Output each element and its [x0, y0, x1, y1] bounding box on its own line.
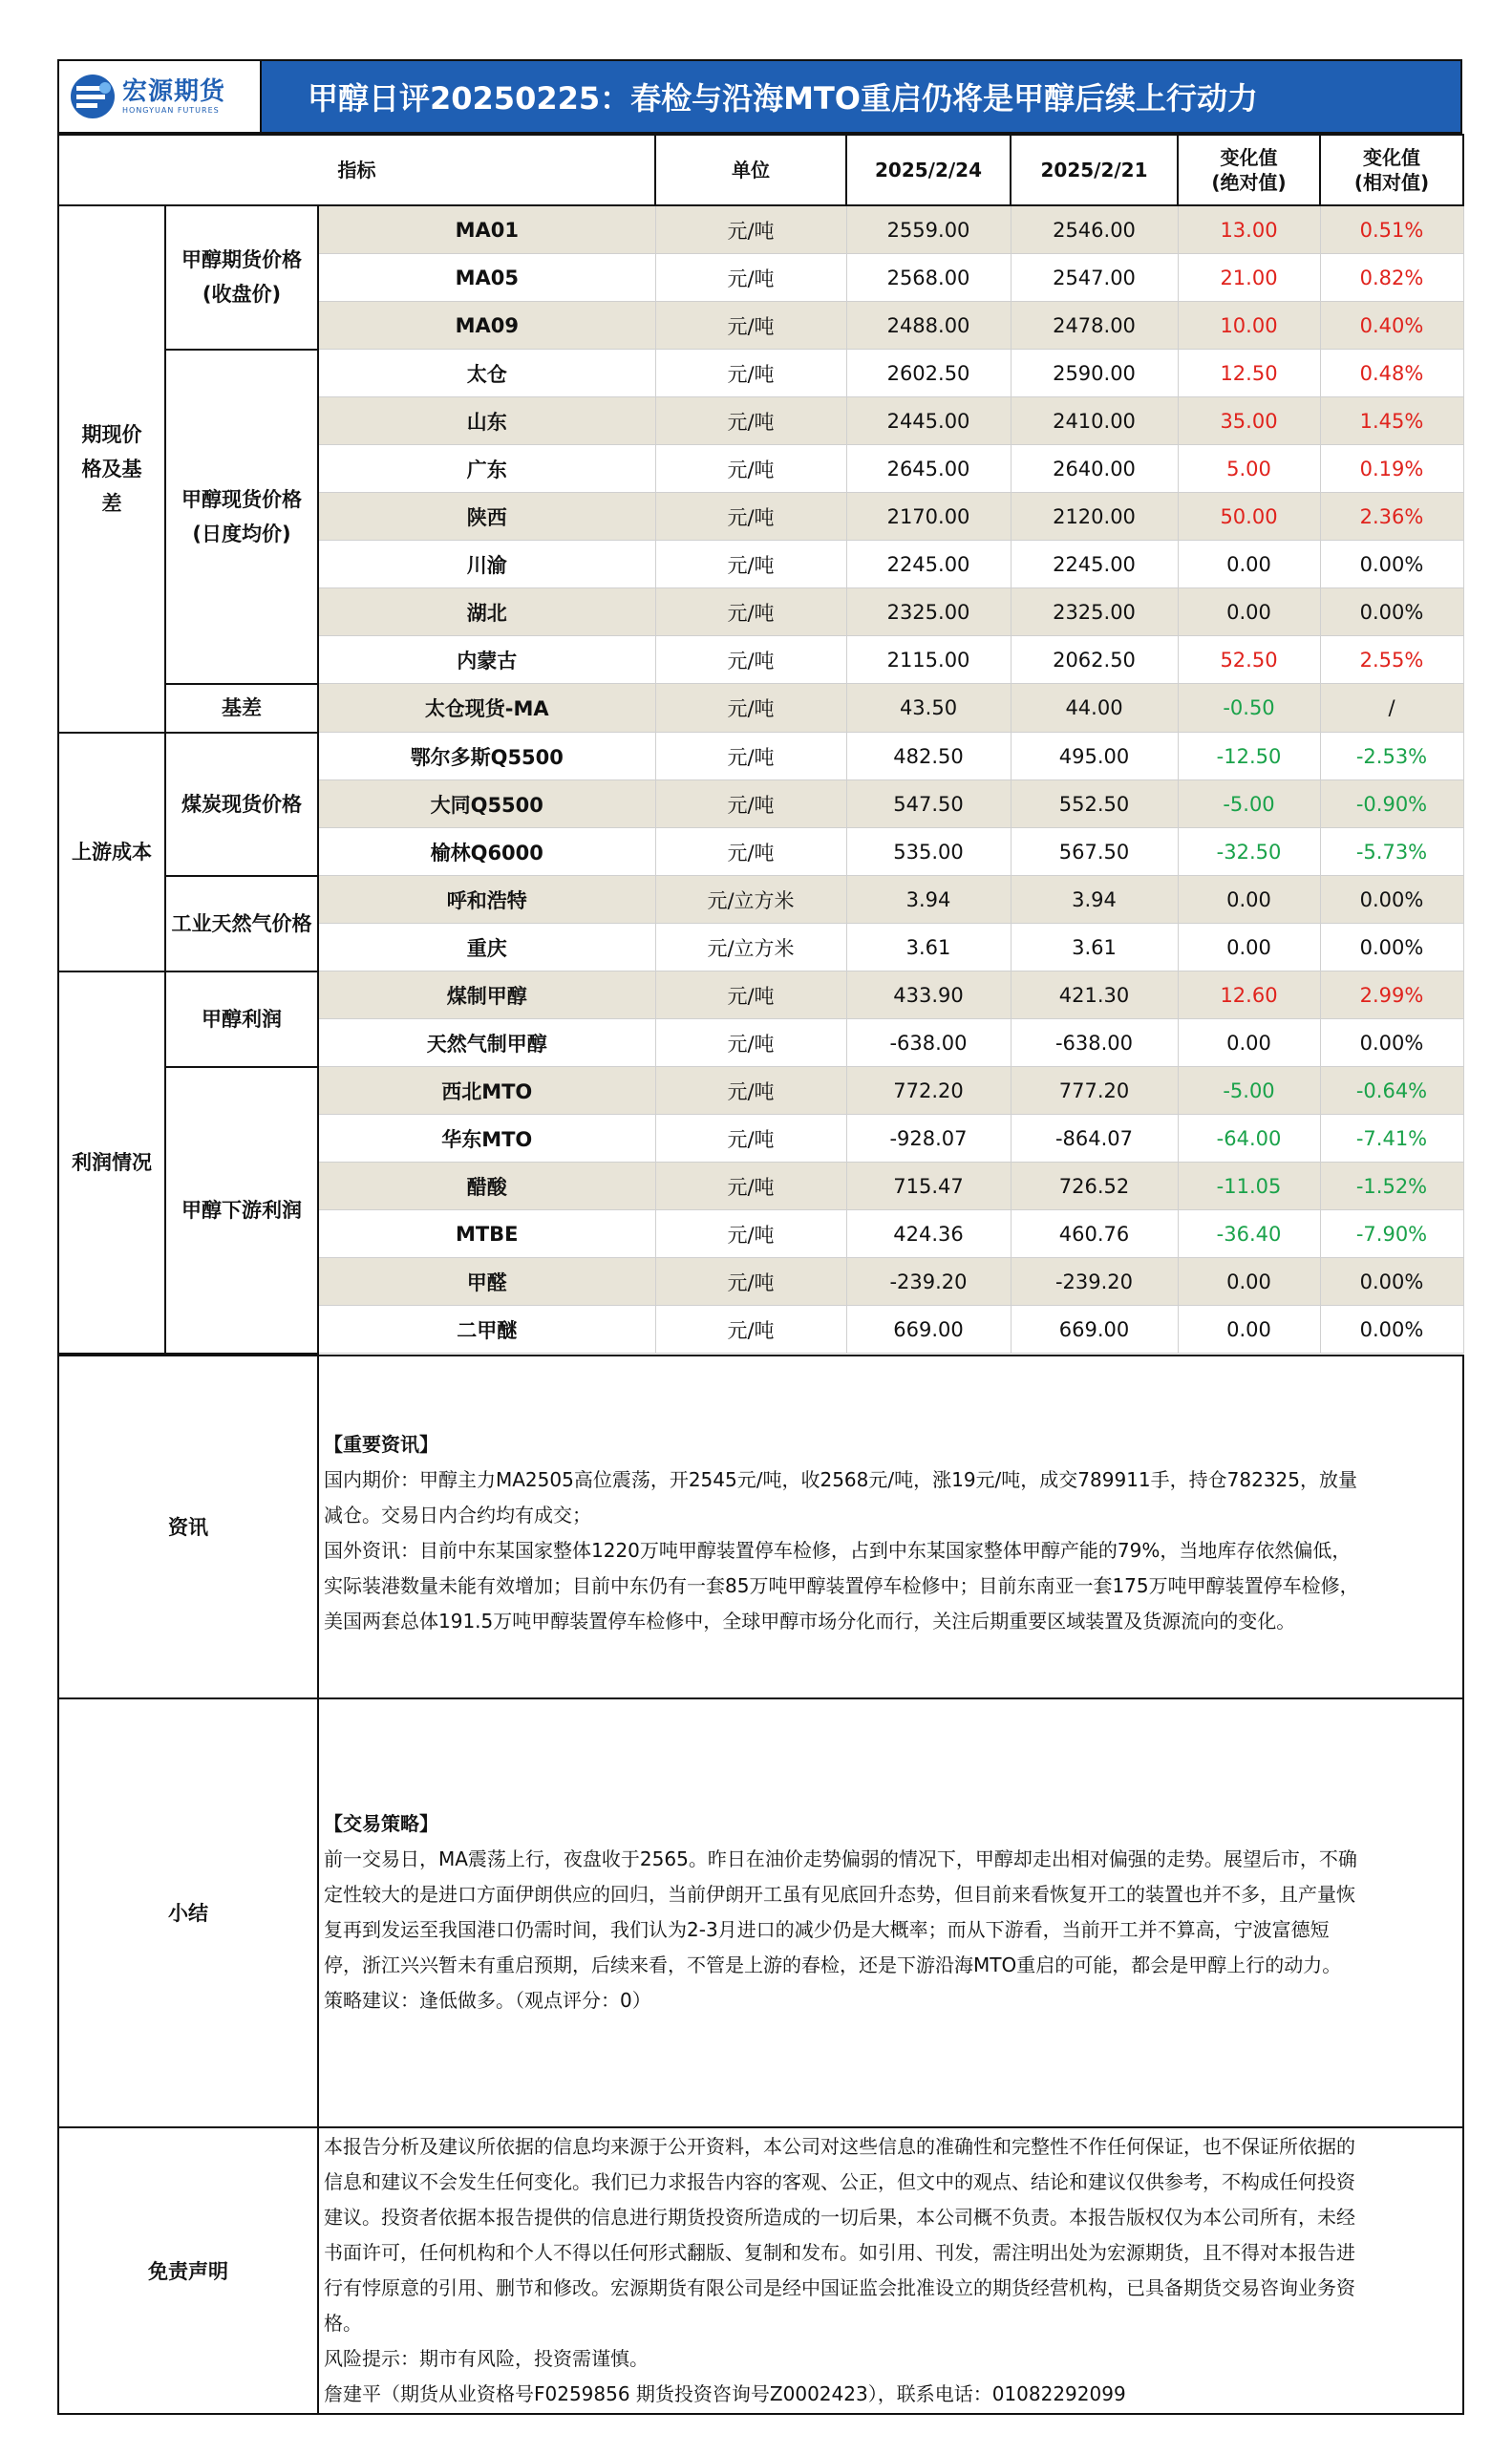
- summary-section: [58, 1698, 1463, 2127]
- risk-notice: 风险提示：期市有风险，投资需谨慎。: [324, 2346, 649, 2370]
- row-value-date2: 2410.00: [1011, 397, 1178, 445]
- row-unit: 元/吨: [655, 254, 846, 302]
- row-name: 华东MTO: [318, 1115, 655, 1163]
- row-abs-change: 5.00: [1178, 445, 1320, 493]
- summary-line: 定性较大的是进口方面伊朗供应的回归，当前伊朗开工虽有见底回升态势，但目前来看恢复开工的装置也并不多，且产量恢: [324, 1882, 1355, 1906]
- row-value-date2: 726.52: [1011, 1163, 1178, 1210]
- row-value-date1: 715.47: [846, 1163, 1011, 1210]
- row-name: MA05: [318, 254, 655, 302]
- row-name: 山东: [318, 397, 655, 445]
- summary-line: 停，浙江兴兴暂未有重启预期，后续来看，不管是上游的春检，还是下游沿海MTO重启的可能，都会是甲醇上行的动力。: [324, 1953, 1342, 1976]
- row-unit: 元/吨: [655, 1115, 846, 1163]
- row-unit: 元/吨: [655, 971, 846, 1019]
- disclaimer-label: 免责声明: [58, 2127, 318, 2414]
- news-line: 国内期价：甲醇主力MA2505高位震荡，开2545元/吨，收2568元/吨，涨19元/吨，成交789911手，持仓782325，放量: [324, 1467, 1357, 1491]
- summary-title: 【交易策略】: [324, 1811, 438, 1835]
- row-name: 榆林Q6000: [318, 828, 655, 876]
- row-abs-change: 12.50: [1178, 350, 1320, 397]
- row-value-date2: 567.50: [1011, 828, 1178, 876]
- company-logo: [59, 61, 262, 132]
- row-value-date1: 424.36: [846, 1210, 1011, 1258]
- col-header-abs-change: 变化值 (绝对值): [1178, 135, 1320, 205]
- row-value-date2: 2245.00: [1011, 541, 1178, 588]
- row-value-date2: 3.94: [1011, 876, 1178, 924]
- row-unit: 元/吨: [655, 733, 846, 780]
- disclaimer-content: [318, 2127, 1463, 2414]
- row-abs-change: 35.00: [1178, 397, 1320, 445]
- subgroup-label: 甲醇现货价格(日度均价): [165, 350, 318, 684]
- row-value-date1: 547.50: [846, 780, 1011, 828]
- row-name: 重庆: [318, 924, 655, 971]
- summary-line: 策略建议：逢低做多。（观点评分：0）: [324, 1988, 651, 2012]
- row-rel-change: 0.48%: [1320, 350, 1463, 397]
- row-rel-change: 0.00%: [1320, 1258, 1463, 1306]
- row-value-date1: 2645.00: [846, 445, 1011, 493]
- row-unit: 元/吨: [655, 1258, 846, 1306]
- table-header-row: [58, 135, 1463, 205]
- disclaimer-line: 书面许可，任何机构和个人不得以任何形式翻版、复制和发布。如引用、刊发，需注明出处为宏源期货，且不得对本报告进: [324, 2240, 1355, 2264]
- row-abs-change: 0.00: [1178, 1019, 1320, 1067]
- row-value-date2: 2547.00: [1011, 254, 1178, 302]
- row-rel-change: /: [1320, 684, 1463, 733]
- row-name: 醋酸: [318, 1163, 655, 1210]
- subgroup-label: 工业天然气价格: [165, 876, 318, 971]
- row-value-date2: -864.07: [1011, 1115, 1178, 1163]
- table-row: [58, 205, 1463, 254]
- row-rel-change: 0.00%: [1320, 588, 1463, 636]
- row-name: 西北MTO: [318, 1067, 655, 1115]
- row-abs-change: 10.00: [1178, 302, 1320, 350]
- data-table: [57, 134, 1464, 1355]
- row-abs-change: 0.00: [1178, 876, 1320, 924]
- news-line: 美国两套总体191.5万吨甲醇装置停车检修中，全球甲醇市场分化而行，关注后期重要区域装置及货源流向的变化。: [324, 1609, 1296, 1633]
- row-rel-change: -5.73%: [1320, 828, 1463, 876]
- row-value-date1: 535.00: [846, 828, 1011, 876]
- col-header-indicator: 指标: [58, 135, 655, 205]
- row-unit: 元/吨: [655, 493, 846, 541]
- row-abs-change: 12.60: [1178, 971, 1320, 1019]
- row-value-date1: -239.20: [846, 1258, 1011, 1306]
- row-rel-change: -7.41%: [1320, 1115, 1463, 1163]
- row-rel-change: 0.00%: [1320, 1306, 1463, 1354]
- row-value-date2: -638.00: [1011, 1019, 1178, 1067]
- row-value-date1: 433.90: [846, 971, 1011, 1019]
- col-header-date1: 2025/2/24: [846, 135, 1011, 205]
- row-rel-change: 0.00%: [1320, 1019, 1463, 1067]
- disclaimer-line: 建议。投资者依据本报告提供的信息进行期货投资所造成的一切后果，本公司概不负责。本报告版权仅为本公司所有，未经: [324, 2205, 1355, 2229]
- row-rel-change: -0.90%: [1320, 780, 1463, 828]
- logo-mark-icon: [69, 73, 117, 120]
- row-value-date2: 2120.00: [1011, 493, 1178, 541]
- row-value-date2: 2640.00: [1011, 445, 1178, 493]
- summary-line: 前一交易日，MA震荡上行，夜盘收于2565。昨日在油价走势偏弱的情况下，甲醇却走出相对偏强的走势。展望后市，不确: [324, 1847, 1357, 1870]
- row-value-date1: 2245.00: [846, 541, 1011, 588]
- row-value-date1: 2170.00: [846, 493, 1011, 541]
- news-label: 资讯: [58, 1356, 318, 1698]
- row-value-date2: 2325.00: [1011, 588, 1178, 636]
- row-abs-change: -32.50: [1178, 828, 1320, 876]
- row-name: 湖北: [318, 588, 655, 636]
- row-rel-change: -2.53%: [1320, 733, 1463, 780]
- news-line: 减仓。交易日内合约均有成交；: [324, 1503, 591, 1526]
- row-value-date1: 3.61: [846, 924, 1011, 971]
- table-row: [58, 350, 1463, 397]
- row-value-date1: 772.20: [846, 1067, 1011, 1115]
- row-abs-change: 52.50: [1178, 636, 1320, 684]
- row-rel-change: 0.82%: [1320, 254, 1463, 302]
- row-value-date1: -638.00: [846, 1019, 1011, 1067]
- row-unit: 元/吨: [655, 302, 846, 350]
- news-content: [318, 1356, 1463, 1698]
- row-name: 煤制甲醇: [318, 971, 655, 1019]
- row-name: 二甲醚: [318, 1306, 655, 1354]
- row-value-date2: 460.76: [1011, 1210, 1178, 1258]
- row-abs-change: 0.00: [1178, 924, 1320, 971]
- row-abs-change: 0.00: [1178, 1306, 1320, 1354]
- row-abs-change: 50.00: [1178, 493, 1320, 541]
- row-name: 天然气制甲醇: [318, 1019, 655, 1067]
- row-rel-change: 2.99%: [1320, 971, 1463, 1019]
- row-abs-change: -11.05: [1178, 1163, 1320, 1210]
- news-line: 国外资讯：目前中东某国家整体1220万吨甲醇装置停车检修，占到中东某国家整体甲醇产能的79%，当地库存依然偏低，: [324, 1538, 1352, 1562]
- row-value-date1: 2602.50: [846, 350, 1011, 397]
- row-value-date2: 421.30: [1011, 971, 1178, 1019]
- row-abs-change: -12.50: [1178, 733, 1320, 780]
- subgroup-label: 煤炭现货价格: [165, 733, 318, 876]
- row-name: 太仓现货-MA: [318, 684, 655, 733]
- row-rel-change: 0.00%: [1320, 924, 1463, 971]
- report-sheet: [57, 59, 1462, 2415]
- row-unit: 元/吨: [655, 1067, 846, 1115]
- group-label: 期现价格及基差: [58, 205, 165, 733]
- row-value-date2: 2062.50: [1011, 636, 1178, 684]
- disclaimer-line: 行有悖原意的引用、删节和修改。宏源期货有限公司是经中国证监会批准设立的期货经营机构，已具备期货交易咨询业务资: [324, 2275, 1355, 2299]
- summary-line: 复再到发运至我国港口仍需时间，我们认为2-3月进口的减少仍是大概率；而从下游看，当前开工并不算高，宁波富德短: [324, 1917, 1330, 1941]
- news-line: 实际装港数量未能有效增加；目前中东仍有一套85万吨甲醇装置停车检修中；目前东南亚一套175万吨甲醇装置停车检修，: [324, 1573, 1359, 1597]
- row-name: MA09: [318, 302, 655, 350]
- row-unit: 元/吨: [655, 205, 846, 254]
- subgroup-label: 甲醇利润: [165, 971, 318, 1067]
- row-unit: 元/立方米: [655, 924, 846, 971]
- logo-name-en: HONGYUAN FUTURES: [122, 106, 220, 115]
- table-row: [58, 876, 1463, 924]
- page-title: 甲醇日评20250225：春检与沿海MTO重启仍将是甲醇后续上行动力: [308, 80, 1259, 117]
- row-rel-change: -7.90%: [1320, 1210, 1463, 1258]
- row-name: MTBE: [318, 1210, 655, 1258]
- row-abs-change: 0.00: [1178, 541, 1320, 588]
- row-value-date1: -928.07: [846, 1115, 1011, 1163]
- row-unit: 元/吨: [655, 1163, 846, 1210]
- title-banner: [57, 59, 1462, 134]
- row-abs-change: 13.00: [1178, 205, 1320, 254]
- disclaimer-line: 本报告分析及建议所依据的信息均来源于公开资料，本公司对这些信息的准确性和完整性不作任何保证，也不保证所依据的: [324, 2134, 1355, 2158]
- row-value-date2: 3.61: [1011, 924, 1178, 971]
- row-value-date1: 3.94: [846, 876, 1011, 924]
- col-header-date2: 2025/2/21: [1011, 135, 1178, 205]
- row-value-date2: 2546.00: [1011, 205, 1178, 254]
- news-section: [58, 1356, 1463, 1698]
- row-value-date1: 482.50: [846, 733, 1011, 780]
- row-abs-change: -36.40: [1178, 1210, 1320, 1258]
- row-rel-change: 0.40%: [1320, 302, 1463, 350]
- row-name: 呼和浩特: [318, 876, 655, 924]
- row-unit: 元/立方米: [655, 876, 846, 924]
- row-unit: 元/吨: [655, 1306, 846, 1354]
- row-unit: 元/吨: [655, 397, 846, 445]
- row-name: 内蒙古: [318, 636, 655, 684]
- row-name: 大同Q5500: [318, 780, 655, 828]
- row-name: 太仓: [318, 350, 655, 397]
- table-row: [58, 971, 1463, 1019]
- row-rel-change: -1.52%: [1320, 1163, 1463, 1210]
- row-rel-change: 0.19%: [1320, 445, 1463, 493]
- row-value-date2: 495.00: [1011, 733, 1178, 780]
- row-unit: 元/吨: [655, 541, 846, 588]
- row-value-date2: 44.00: [1011, 684, 1178, 733]
- row-value-date2: 2478.00: [1011, 302, 1178, 350]
- row-abs-change: -5.00: [1178, 1067, 1320, 1115]
- group-label: 上游成本: [58, 733, 165, 971]
- table-row: [58, 1067, 1463, 1115]
- col-header-rel-change: 变化值 (相对值): [1320, 135, 1463, 205]
- row-value-date2: 2590.00: [1011, 350, 1178, 397]
- summary-content: [318, 1698, 1463, 2127]
- row-unit: 元/吨: [655, 445, 846, 493]
- row-name: 川渝: [318, 541, 655, 588]
- row-name: 甲醛: [318, 1258, 655, 1306]
- row-value-date1: 2568.00: [846, 254, 1011, 302]
- row-abs-change: -5.00: [1178, 780, 1320, 828]
- row-value-date1: 43.50: [846, 684, 1011, 733]
- row-unit: 元/吨: [655, 828, 846, 876]
- row-unit: 元/吨: [655, 636, 846, 684]
- row-rel-change: 2.55%: [1320, 636, 1463, 684]
- subgroup-label: 甲醇期货价格(收盘价): [165, 205, 318, 350]
- row-rel-change: 0.51%: [1320, 205, 1463, 254]
- row-abs-change: 21.00: [1178, 254, 1320, 302]
- row-unit: 元/吨: [655, 780, 846, 828]
- table-row: [58, 733, 1463, 780]
- row-unit: 元/吨: [655, 588, 846, 636]
- subgroup-label: 基差: [165, 684, 318, 733]
- row-rel-change: 2.36%: [1320, 493, 1463, 541]
- group-label: 利润情况: [58, 971, 165, 1354]
- row-unit: 元/吨: [655, 684, 846, 733]
- row-value-date2: -239.20: [1011, 1258, 1178, 1306]
- disclaimer-line: 格。: [324, 2311, 362, 2335]
- row-value-date2: 777.20: [1011, 1067, 1178, 1115]
- col-header-unit: 单位: [655, 135, 846, 205]
- row-abs-change: -0.50: [1178, 684, 1320, 733]
- notes-table: [57, 1355, 1464, 2415]
- row-value-date2: 552.50: [1011, 780, 1178, 828]
- row-value-date2: 669.00: [1011, 1306, 1178, 1354]
- row-value-date1: 2115.00: [846, 636, 1011, 684]
- row-abs-change: -64.00: [1178, 1115, 1320, 1163]
- row-name: 陕西: [318, 493, 655, 541]
- news-title: 【重要资讯】: [324, 1432, 438, 1456]
- row-unit: 元/吨: [655, 350, 846, 397]
- row-rel-change: 1.45%: [1320, 397, 1463, 445]
- row-rel-change: 0.00%: [1320, 876, 1463, 924]
- disclaimer-section: [58, 2127, 1463, 2414]
- row-value-date1: 2559.00: [846, 205, 1011, 254]
- row-unit: 元/吨: [655, 1019, 846, 1067]
- row-rel-change: 0.00%: [1320, 541, 1463, 588]
- table-row: [58, 684, 1463, 733]
- analyst-contact: 詹建平（期货从业资格号F0259856 期货投资咨询号Z0002423），联系电话：01082292099: [324, 2381, 1126, 2405]
- row-value-date1: 2488.00: [846, 302, 1011, 350]
- row-abs-change: 0.00: [1178, 588, 1320, 636]
- row-rel-change: -0.64%: [1320, 1067, 1463, 1115]
- row-value-date1: 2445.00: [846, 397, 1011, 445]
- row-name: 广东: [318, 445, 655, 493]
- row-name: 鄂尔多斯Q5500: [318, 733, 655, 780]
- row-unit: 元/吨: [655, 1210, 846, 1258]
- row-name: MA01: [318, 205, 655, 254]
- subgroup-label: 甲醇下游利润: [165, 1067, 318, 1354]
- row-value-date1: 669.00: [846, 1306, 1011, 1354]
- summary-label: 小结: [58, 1698, 318, 2127]
- logo-name: 宏源期货: [122, 77, 226, 106]
- disclaimer-line: 信息和建议不会发生任何变化。我们已力求报告内容的客观、公正，但文中的观点、结论和建议仅供参考，不构成任何投资: [324, 2169, 1355, 2193]
- row-abs-change: 0.00: [1178, 1258, 1320, 1306]
- row-value-date1: 2325.00: [846, 588, 1011, 636]
